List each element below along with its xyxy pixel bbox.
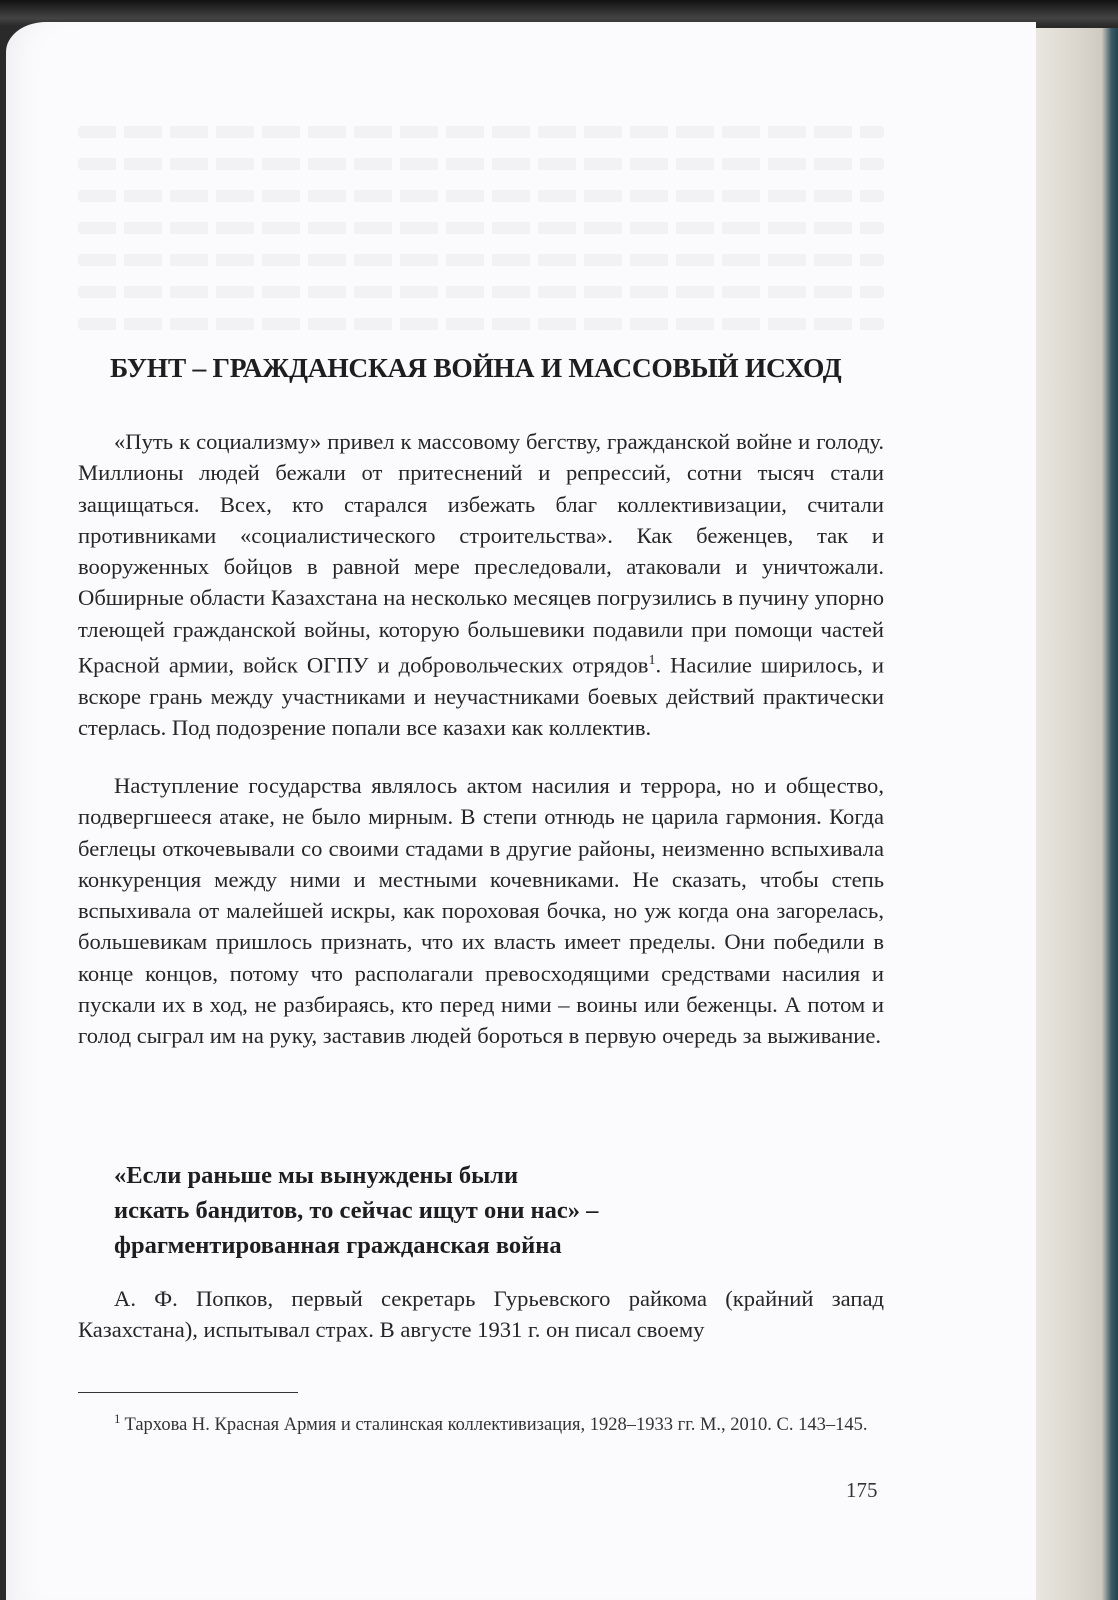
book-page-edge bbox=[1036, 28, 1118, 1600]
paragraph-1-text: «Путь к социализму» привел к массовому бегству, гражданской войне и голоду. Миллионы людей бежали от притеснений и репрессий, сотни тысяч стали защищаться. Всех, кто старался избежать благ коллективизации, считали противниками «социалистического строительства». Как беженцев, так и вооруженных бойцов в равной мере преследовали, атаковали и уничтожали. Обширные области Казахстана на несколько месяцев погрузились в пучину упорно тлеющей гражданской войны, которую большевики подавили при помощи частей Красной армии, войск ОГПУ и добровольческих отрядов bbox=[78, 429, 884, 678]
section-subheading bbox=[114, 1158, 874, 1263]
bleed-through-line bbox=[78, 286, 884, 298]
paragraph-2: Наступление государства являлось актом насилия и террора, но и общество, подвергшееся атаке, не было мирным. В степи отнюдь не царила гармония. Когда беглецы откочевывали со своими стадами в другие районы, неизменно вспыхивала конкуренция между ними и местными кочевниками. Не сказать, чтобы степь вспыхивала от малейшей искры, как пороховая бочка, но уж когда она загорелась, большевикам пришлось признать, что их власть имеет пределы. Они победили в конце концов, потому что располагали превосходящими средствами насилия и пускали их в ход, не разбираясь, кто перед ними – воины или беженцы. А потом и голод сыграл им на руку, заставив людей бороться в первую очередь за выживание. bbox=[78, 773, 884, 1049]
paragraph-1 bbox=[78, 426, 884, 744]
bleed-through-line bbox=[78, 318, 884, 330]
footnote-reference[interactable]: 1 bbox=[648, 653, 656, 669]
subheading-line-1: «Если раньше мы вынуждены были bbox=[114, 1162, 519, 1189]
bleed-through-line bbox=[78, 254, 884, 266]
footnote bbox=[78, 1406, 884, 1438]
footnote-text: Тархова Н. Красная Армия и сталинская коллективизация, 1928–1933 гг. М., 2010. С. 143–145. bbox=[124, 1415, 868, 1436]
bleed-through-line bbox=[78, 190, 884, 202]
paragraph-1-tail: . Насилие ширилось, и вскоре грань между участниками и неучастниками боевых действий практически стерлась. Под подозрение попали все казахи как коллектив. bbox=[78, 652, 884, 741]
bleed-through-line bbox=[78, 126, 884, 138]
footnote-number: 1 bbox=[114, 1411, 121, 1426]
subheading-line-2: искать бандитов, то сейчас ищут они нас» – bbox=[114, 1197, 599, 1224]
chapter-heading: БУНТ – ГРАЖДАНСКАЯ ВОЙНА И МАССОВЫЙ ИСХОД bbox=[110, 352, 842, 383]
bleed-through-line bbox=[78, 158, 884, 170]
page-number: 175 bbox=[846, 1478, 878, 1502]
footnote-divider bbox=[78, 1392, 298, 1393]
subheading-line-3: фрагментированная гражданская война bbox=[114, 1232, 562, 1259]
bleed-through-line bbox=[78, 222, 884, 234]
paragraph-3: А. Ф. Попков, первый секретарь Гурьевского райкома (крайний запад Казахстана), испытывал страх. В августе 1931 г. он писал своему bbox=[78, 1286, 884, 1343]
